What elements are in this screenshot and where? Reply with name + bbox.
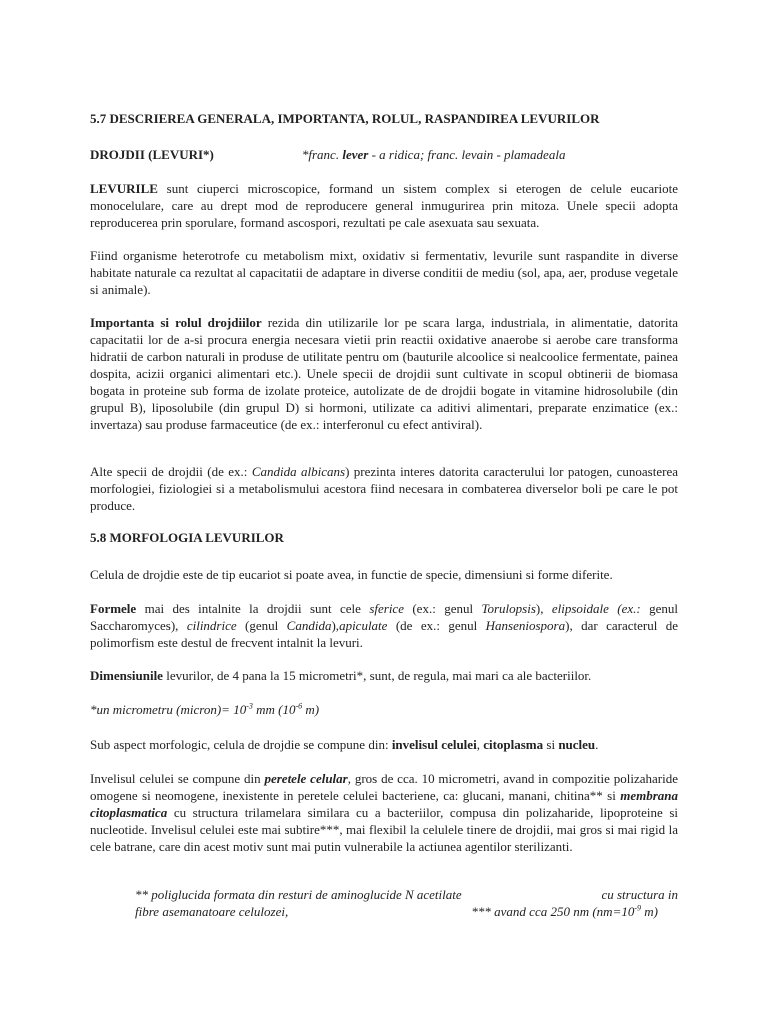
section-heading-5-7: 5.7 DESCRIEREA GENERALA, IMPORTANTA, ROLUL, RASPANDIREA LEVURILOR	[90, 111, 600, 126]
footnote-line-2: fibre asemanatoare celulozei, *** avand cca 250 nm ($nm=10^{-9}$ m)	[135, 903, 658, 919]
paragraph-formele: Formele mai des intalnite la drojdii sunt cele sferice (ex.: genul Torulopsis), elipsoidale (ex.: genul Saccharomyces), cilindrice (genul Candida),apiculate (de ex.: genul Hanseniospora), dar caracterul de polimorfism este destul de frecvent intalnit la levuri.	[90, 601, 678, 650]
section-heading-5-8: 5.8 MORFOLOGIA LEVURILOR	[90, 530, 284, 545]
micrometer-note: *un micrometru (micron)= $10^{-3}$ mm ($10^{-6}$ m)	[90, 701, 320, 717]
drojdii-title: DROJDII (LEVURI*)	[90, 147, 214, 162]
paragraph-sub-aspect: Sub aspect morfologic, celula de drojdie se compune din: invelisul celulei, citoplasma si nucleu.	[90, 737, 599, 752]
footnote-line-1: ** poliglucida formata din resturi de aminoglucide N acetilate cu structura in	[135, 887, 678, 902]
footnote-block	[135, 886, 678, 920]
paragraph-importanta: Importanta si rolul drojdiilor rezida din utilizarile lor pe scara larga, industriala, in alimentatie, datorita capacitatii lor de a-si procura energia necesara vietii prin reactii oxidative anaerobe si aerobe care transforma hidratii de carbon naturali in produse de utilitate pentru om (bauturile alcoolice si nealcoolice fermentate, painea dospita, acizii organici alimentari etc.). Unele specii de drojdii sunt cultivate in scopul obtinerii de biomasa bogata in proteine sub forma de izolate proteice, autolizate de de drojdii bogate in vitamine hidrosolubile (din grupul B), liposolubile (din grupul D) si hormoni, utilizate ca aditivi alimentari, preparate enzimatice (ex.: invertaza) sau produse farmaceutice (de ex.: interferonul cu efect antiviral).	[90, 315, 678, 432]
drojdii-subheading	[90, 146, 678, 163]
paragraph-dimensiunile: Dimensiunile levurilor, de 4 pana la 15 micrometri*, sunt, de regula, mai mari ca ale bacteriilor.	[90, 668, 592, 683]
paragraph-alte-specii: Alte specii de drojdii (de ex.: Candida albicans) prezinta interes datorita caracterului lor patogen, cunoasterea morfologiei, fiziologiei si a metabolismului acestora fiind necesara in combaterea diverselor boli pe care le pot produce.	[90, 464, 678, 513]
etymology-note: *franc. lever - a ridica; franc. levain - plamadeala	[301, 147, 566, 162]
paragraph-invelisul: Invelisul celulei se compune din peretele celular, gros de cca. 10 micrometri, avand in compozitie polizaharide omogene si neomogene, inexistente in peretele celulei bacteriene, ca: glucani, manani, chitina** si membrana citoplasmatica cu structura trilamelara similara cu a bacteriilor, compusa din polizaharide, lipoproteine si nucleotide. Invelisul celulei este mai subtire***, mai flexibil la celulele tinere de drojdii, mai gros si mai rigid la cele batrane, care din acest motiv sunt mai putin vulnerabile la actiunea agentilor sterilizanti.	[90, 771, 678, 854]
paragraph-levurile: LEVURILE sunt ciuperci microscopice, formand un sistem complex si eterogen de celule eucariote monocelulare, care au drept mod de reproducere general inmugurirea prin mitoza. Unele specii adopta reproducerea prin sporulare, formand ascospori, rezultati pe cale asexuata sau sexuata.	[90, 181, 678, 230]
paragraph-heterotrofe: Fiind organisme heterotrofe cu metabolism mixt, oxidativ si fermentativ, levurile sunt raspandite in diverse habitate naturale ca rezultat al capacitatii de adaptare in diverse conditii de mediu (sol, apa, aer, produse vegetale si animale).	[90, 248, 678, 297]
paragraph-celula: Celula de drojdie este de tip eucariot si poate avea, in functie de specie, dimensiuni si forme diferite.	[90, 567, 613, 582]
